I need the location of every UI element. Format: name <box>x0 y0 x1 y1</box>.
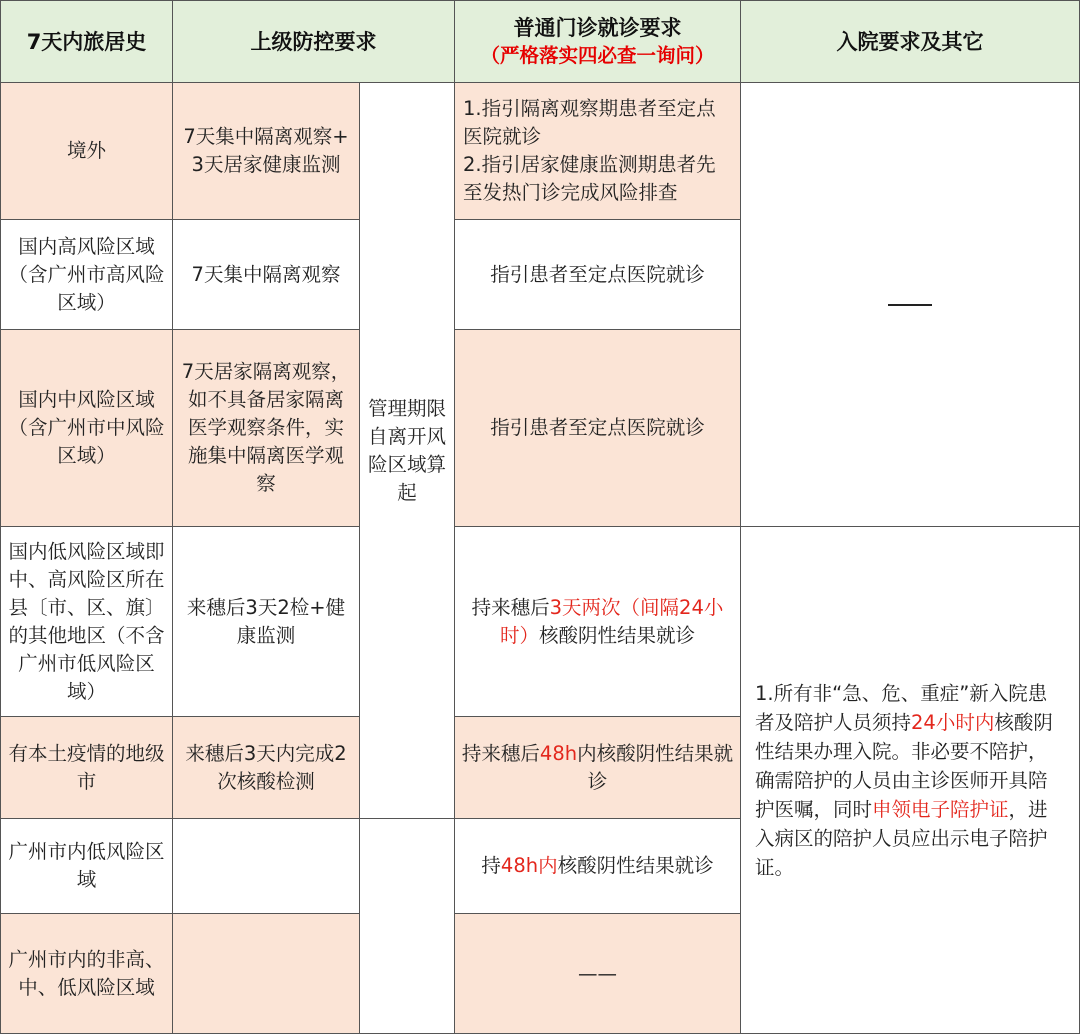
outpatient-local-outbreak-red: 48h <box>539 741 578 765</box>
header-outpatient-title: 普通门诊就诊要求 <box>513 15 682 40</box>
history-gz-low-risk: 广州市内低风险区域 <box>1 819 173 914</box>
outpatient-gz-low-risk-red: 48h内 <box>500 854 558 877</box>
outpatient-local-outbreak-post: 内核酸阴性结果就诊 <box>577 741 734 793</box>
header-admission: 入院要求及其它 <box>741 1 1080 83</box>
admission-p3: ，进入病区的陪护人员应出示电子陪护证。 <box>755 797 1048 879</box>
admission-p1: 1.所有非“急、危、重症”新入院患者及陪护人员须持 <box>755 681 1048 734</box>
header-travel-history: 7天内旅居史 <box>1 1 173 83</box>
outpatient-mid-risk: 指引患者至定点医院就诊 <box>455 330 741 527</box>
history-overseas: 境外 <box>1 83 173 220</box>
outpatient-gz-non-risk: —— <box>455 914 741 1034</box>
history-mid-risk: 国内中风险区域（含广州市中风险区域） <box>1 330 173 527</box>
outpatient-low-risk-post: 核酸阴性结果就诊 <box>539 623 696 647</box>
admission-p2-red: 申领电子陪护证 <box>872 797 1009 821</box>
outpatient-gz-low-risk-pre: 持 <box>481 854 501 877</box>
outpatient-gz-low-risk <box>455 819 741 914</box>
outpatient-overseas-line1: 1.指引隔离观察期患者至定点医院就诊 <box>463 97 716 148</box>
outpatient-gz-low-risk-post: 核酸阴性结果就诊 <box>557 854 714 877</box>
outpatient-high-risk: 指引患者至定点医院就诊 <box>455 220 741 330</box>
header-outpatient <box>455 1 741 83</box>
outpatient-low-risk <box>455 527 741 717</box>
requirement-local-outbreak: 来穗后3天内完成2次核酸检测 <box>173 717 360 819</box>
history-local-outbreak: 有本土疫情的地级市 <box>1 717 173 819</box>
admission-p2: 核酸阴性结果办理入院。非必要不陪护，确需陪护的人员由主诊医师开具陪护医嘱，同时 <box>755 710 1053 821</box>
outpatient-overseas <box>455 83 741 220</box>
history-gz-non-risk: 广州市内的非高、中、低风险区域 <box>1 914 173 1034</box>
dash-mark <box>888 304 932 306</box>
history-high-risk: 国内高风险区域（含广州市高风险区域） <box>1 220 173 330</box>
requirement-low-risk: 来穗后3天2检+健康监测 <box>173 527 360 717</box>
outpatient-low-risk-red: 3天两次（间隔24小时） <box>499 595 724 647</box>
management-period-empty <box>360 819 455 1034</box>
outpatient-overseas-line2: 2.指引居家健康监测期患者先至发热门诊完成风险排查 <box>463 153 716 204</box>
outpatient-local-outbreak <box>455 717 741 819</box>
history-low-risk: 国内低风险区域即中、高风险区所在县〔市、区、旗〕的其他地区（不含广州市低风险区域） <box>1 527 173 717</box>
requirement-high-risk: 7天集中隔离观察 <box>173 220 360 330</box>
requirement-mid-risk: 7天居家隔离观察，如不具备居家隔离医学观察条件，实施集中隔离医学观察 <box>173 330 360 527</box>
requirement-overseas: 7天集中隔离观察+3天居家健康监测 <box>173 83 360 220</box>
outpatient-low-risk-pre: 持来穗后 <box>471 595 550 619</box>
admission-top <box>741 83 1080 527</box>
admission-p1-red: 24小时内 <box>911 710 995 734</box>
requirement-gz-low-risk <box>173 819 360 914</box>
header-outpatient-subtitle: （严格落实四必查一询问） <box>480 43 715 67</box>
management-period: 管理期限自离开风险区域算起 <box>360 83 455 819</box>
requirement-gz-non-risk <box>173 914 360 1034</box>
admission-requirements <box>741 527 1080 1034</box>
outpatient-local-outbreak-pre: 持来穗后 <box>461 741 540 765</box>
header-upper-requirement: 上级防控要求 <box>173 1 455 83</box>
